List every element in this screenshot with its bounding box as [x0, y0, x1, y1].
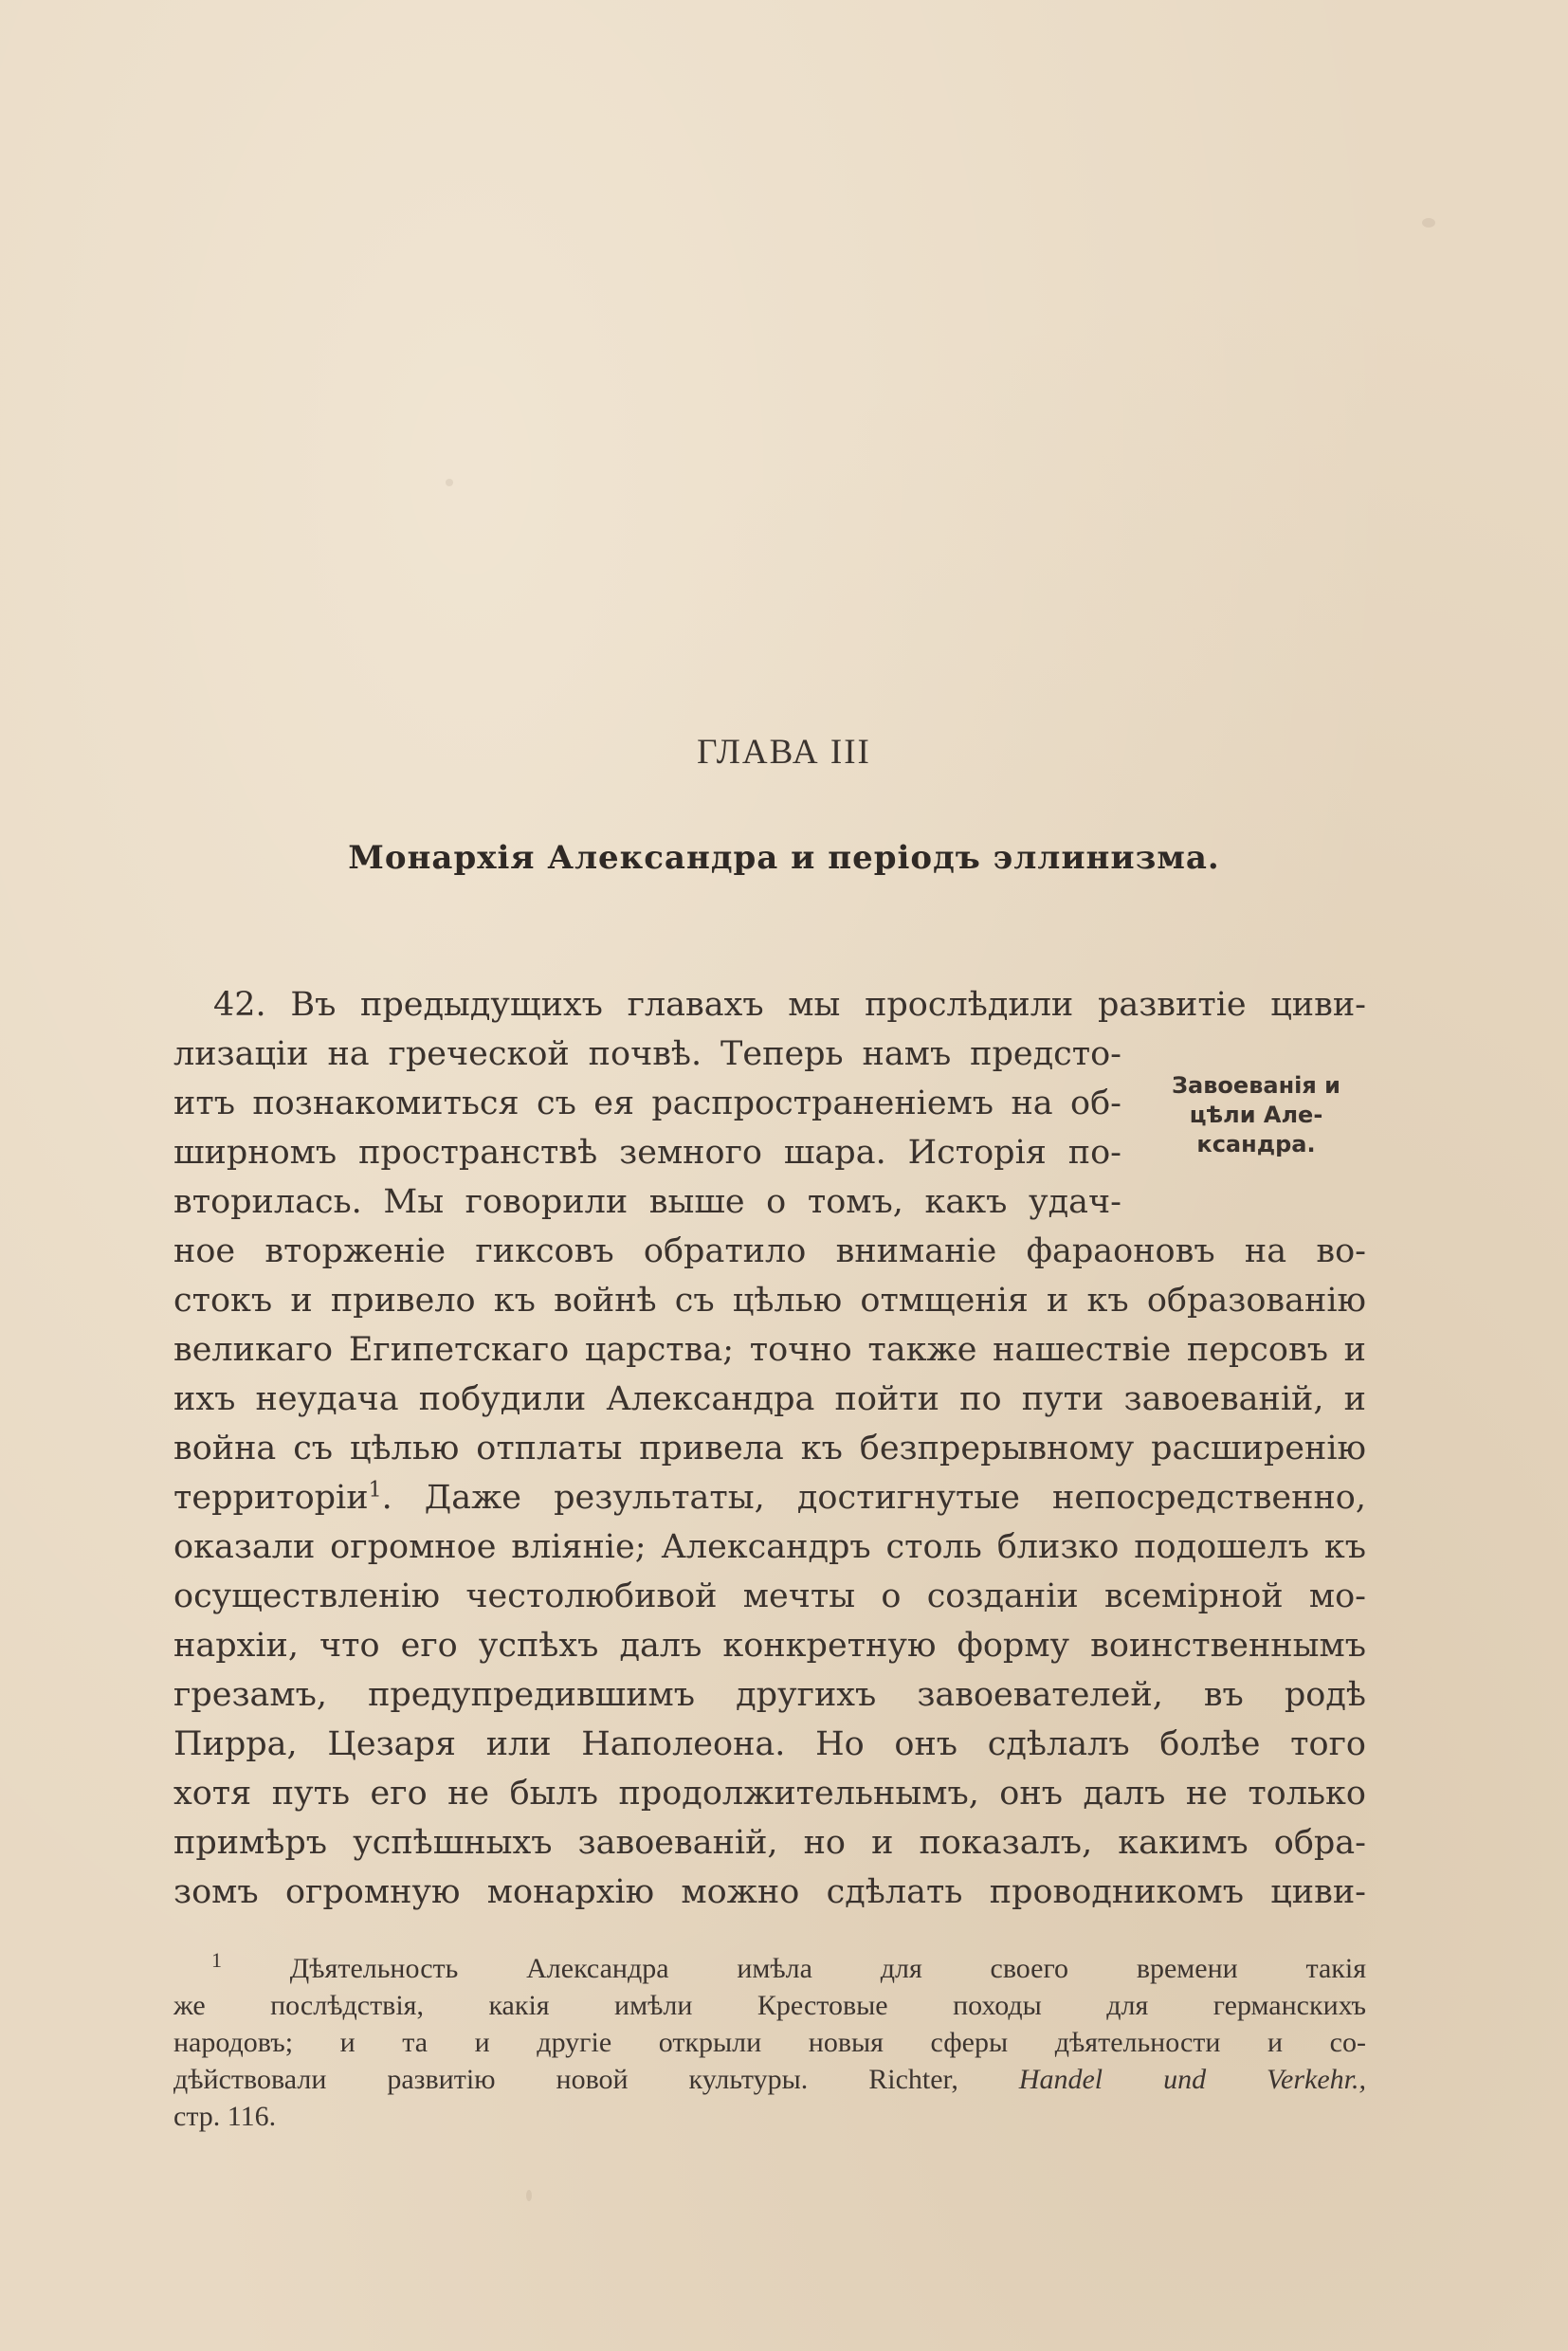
paper-stain	[1422, 218, 1435, 228]
text-line: Пирра, Цезаря или Наполеона. Но онъ сдѣлалъ болѣе того	[173, 1725, 1366, 1763]
text-line: ширномъ пространствѣ земного шара. Исторія по-	[173, 1134, 1121, 1172]
paper-stain	[446, 479, 453, 486]
footnote-line: народовъ; и та и другіе открыли новыя сферы дѣятельности и со-	[173, 2027, 1366, 2058]
text-line: 42. Въ предыдущихъ главахъ мы прослѣдили развитіе циви-	[213, 986, 1366, 1024]
text-line: осуществленію честолюбивой мечты о созданіи всемірной мо-	[173, 1577, 1366, 1615]
margin-note-line: Завоеванія и	[1172, 1072, 1340, 1099]
citation-title: Handel und Verkehr.,	[1018, 2064, 1366, 2095]
margin-note-line: ксандра.	[1196, 1131, 1316, 1157]
text-line: лизаціи на греческой почвѣ. Теперь намъ предсто-	[173, 1035, 1121, 1073]
footnote-line	[173, 1950, 1366, 1987]
margin-note	[1147, 1071, 1365, 1159]
paper-stain	[526, 2190, 532, 2201]
text-line: стокъ и привело къ войнѣ съ цѣлью отмщенія и къ образованію	[173, 1282, 1366, 1320]
text-line: вторилась. Мы говорили выше о томъ, какъ удач-	[173, 1183, 1121, 1221]
text-line: грезамъ, предупредившимъ другихъ завоевателей, въ родѣ	[173, 1676, 1366, 1714]
footnote-marker: 1	[211, 1948, 222, 1972]
footnote-line	[173, 2061, 1366, 2098]
text-fragment: территоріи	[173, 1479, 369, 1517]
footnote-line: стр. 116.	[173, 2101, 277, 2132]
text-line	[173, 1473, 1366, 1522]
text-line: нархіи, что его успѣхъ далъ конкретную форму воинственнымъ	[173, 1627, 1366, 1665]
text-line: великаго Египетскаго царства; точно также нашествіе персовъ и	[173, 1331, 1366, 1369]
text-line: примѣръ успѣшныхъ завоеваній, но и показалъ, какимъ обра-	[173, 1824, 1366, 1862]
footnote	[173, 1950, 1366, 2135]
text-line: ихъ неудача побудили Александра пойти по пути завоеваній, и	[173, 1380, 1366, 1418]
text-line: ное вторженіе гиксовъ обратило вниманіе фараоновъ на во-	[173, 1232, 1366, 1270]
text-line: итъ познакомиться съ ея распространеніемъ на об-	[173, 1084, 1121, 1122]
text-line: оказали огромное вліяніе; Александръ столь близко подошелъ къ	[173, 1528, 1366, 1566]
chapter-title: Монархія Александра и періодъ эллинизма.	[348, 839, 1220, 877]
text-fragment: . Даже результаты, достигнутые непосредственно,	[381, 1479, 1366, 1517]
margin-note-line: цѣли Але-	[1189, 1102, 1323, 1128]
footnote-text: дѣйствовали развитію новой культуры. Richter,	[173, 2064, 958, 2095]
footnote-reference: 1	[368, 1478, 382, 1503]
text-line: война съ цѣлью отплаты привела къ безпрерывному расширенію	[173, 1430, 1366, 1467]
footnote-text: Дѣятельность Александра имѣла для своего времени такія	[289, 1953, 1366, 1984]
footnote-line: же послѣдствія, какія имѣли Крестовые походы для германскихъ	[173, 1990, 1366, 2021]
text-line: зомъ огромную монархію можно сдѣлать проводникомъ циви-	[173, 1873, 1366, 1911]
chapter-heading: ГЛАВА III	[697, 733, 871, 772]
text-line: хотя путь его не былъ продолжительнымъ, онъ далъ не только	[173, 1775, 1366, 1813]
